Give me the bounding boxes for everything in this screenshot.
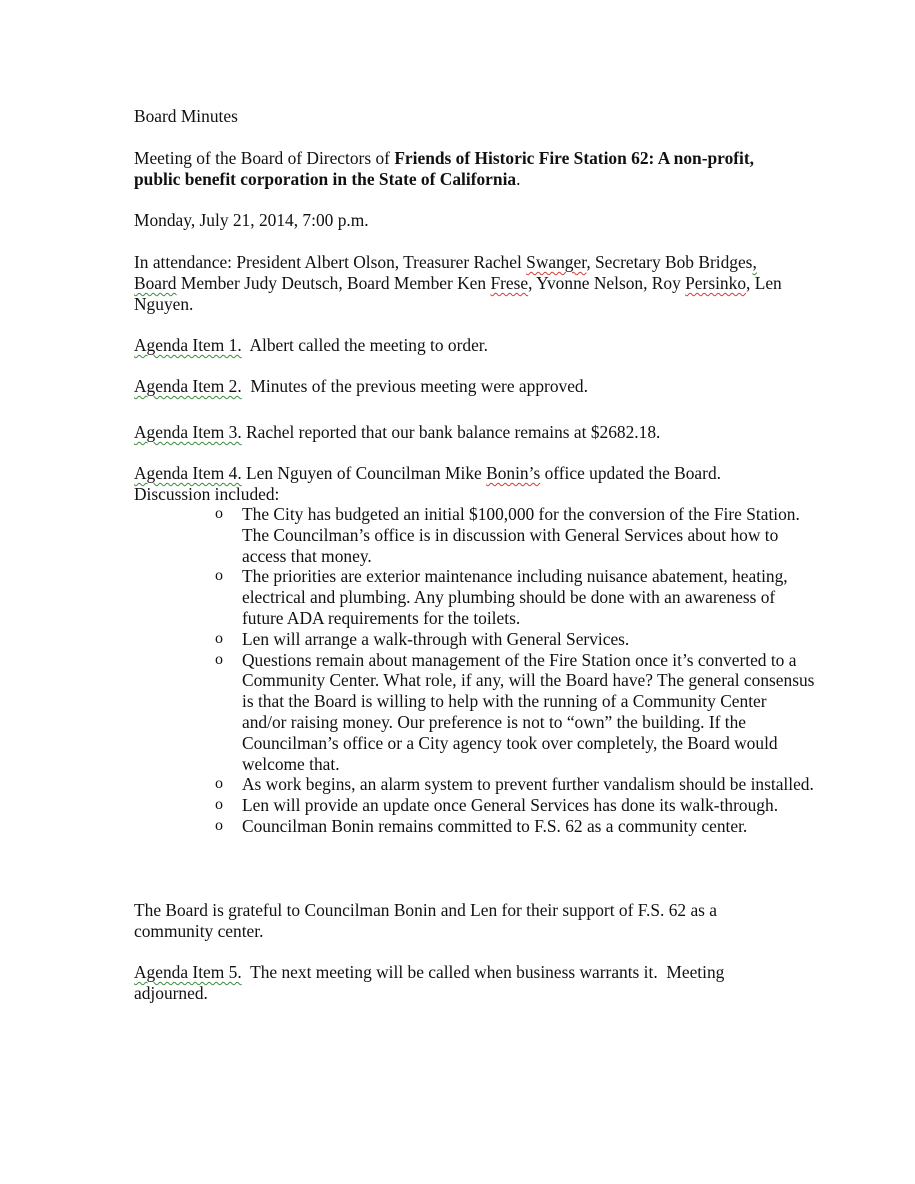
list-item-text: Len will arrange a walk-through with General Services. [242,628,630,649]
list-item-text: Len will provide an update once General Services has done its walk-through. [242,795,779,816]
agenda-text: The next meeting will be called when business warrants it. Meeting adjourned. [134,962,729,1003]
attendance-part: , Board [134,252,757,293]
list-item [215,816,815,837]
org-name: Friends of Historic Fire Station 62: A non-profit, public benefit corporation in the State of California [134,148,755,189]
date-text: Monday, July 21, 2014, 7:00 p.m. [134,210,369,230]
agenda-text: Rachel reported that our bank balance remains at $2682.18. [241,422,661,442]
attendee-name: Frese [490,272,529,293]
agenda-item [134,463,794,505]
agenda-label: Agenda Item 4. [134,463,242,483]
councilman-name: Bonin’s [486,463,541,483]
attendance-part: , Yvonne Nelson, Roy [528,272,686,293]
attendee-name: Swanger [526,252,587,272]
bullet-marker: o [215,505,223,522]
meeting-date [134,210,794,231]
list-item [215,629,815,650]
agenda-label: Agenda Item 2. [134,376,242,396]
agenda-label: Agenda Item 5. [134,962,242,982]
list-item [215,504,815,566]
agenda-item [134,422,794,443]
attendance-part: In attendance: President Albert Olson, Treasurer Rachel [134,252,527,272]
attendance [134,252,794,314]
agenda-item [134,376,794,397]
gratitude-text: The Board is grateful to Councilman Bonin and Len for their support of F.S. 62 as a community center. [134,900,718,941]
list-item [215,566,815,628]
bullet-marker: o [215,567,223,585]
gratitude-paragraph [134,900,774,942]
list-item [215,650,815,775]
agenda-text: Len Nguyen of Councilman Mike [241,463,487,483]
attendance-part: Member Judy Deutsch, Board Member Ken [176,272,491,293]
doc-heading [134,106,794,127]
list-item-text: The priorities are exterior maintenance including nuisance abatement, heating, electrical and plumbing. Any plumbing should be done with an awareness of future ADA requirements for the toilets. [242,566,788,628]
bullet-marker: o [215,650,223,668]
agenda-label: Agenda Item 1. [134,335,242,355]
agenda-item [134,962,774,1004]
meeting-intro [134,148,794,190]
attendance-part: , Secretary Bob Bridges [586,252,753,272]
list-item-text: The City has budgeted an initial $100,000 for the conversion of the Fire Station. The Councilman’s office is in discussion with General Services about how to access that money. [242,504,800,566]
bullet-marker: o [215,796,223,814]
agenda-text: Minutes of the previous meeting were approved. [241,376,588,396]
agenda-text: office updated the Board. Discussion included: [134,463,721,504]
list-item-text: As work begins, an alarm system to prevent further vandalism should be installed. [242,774,814,795]
agenda-label: Agenda Item 3. [134,422,242,442]
attendance-part: , Len Nguyen. [134,272,782,314]
list-item-text: Councilman Bonin remains committed to F.S. 62 as a community center. [242,815,748,836]
list-item-text: Questions remain about management of the Fire Station once it’s converted to a Community Center. What role, if any, will the Board have? The general consensus is that the Board is willing to help with the running of a Community Center and/or raising money. Our preference is not to “own” the building. If the Councilman’s office or a City agency took over completely, the Board would welcome that. [242,649,815,774]
bullet-marker: o [215,816,223,834]
list-item [215,795,815,816]
attendee-name: Persinko [685,272,747,293]
meeting-intro-text: Meeting of the Board of Directors of [134,148,390,168]
bullet-marker: o [215,629,223,647]
bullet-marker: o [215,775,223,793]
heading-text: Board Minutes [134,106,238,126]
agenda-text: Albert called the meeting to order. [241,335,488,355]
period: . [516,168,521,189]
list-item [215,774,815,795]
agenda-item [134,335,794,356]
discussion-list [215,504,815,837]
